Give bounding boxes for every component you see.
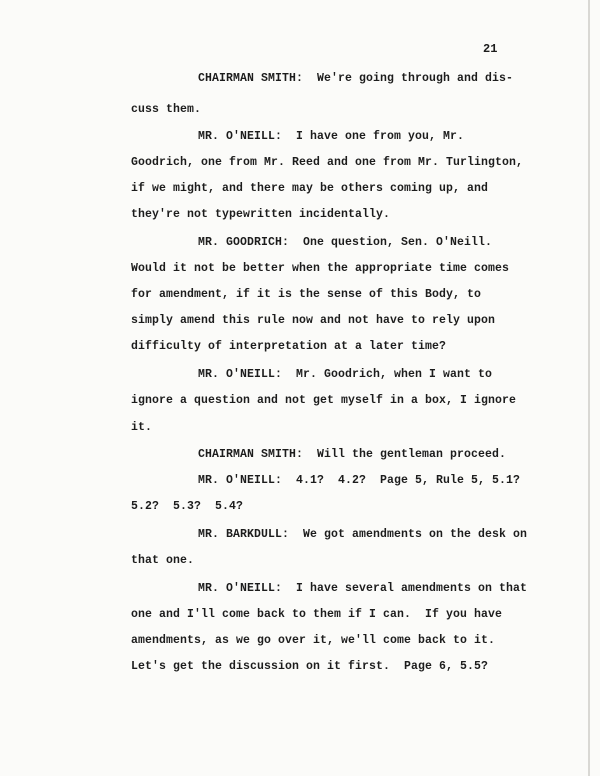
transcript-line: CHAIRMAN SMITH: We're going through and dis-	[198, 72, 514, 85]
transcript-line: that one.	[131, 554, 195, 567]
transcript-line: cuss them.	[131, 103, 202, 116]
transcript-line: difficulty of interpretation at a later time?	[131, 340, 447, 353]
transcript-line: amendments, as we go over it, we'll come back to it.	[131, 634, 496, 647]
transcript-line: MR. BARKDULL: We got amendments on the desk on	[198, 528, 528, 541]
transcript-line: one and I'll come back to them if I can. If you have	[131, 608, 503, 621]
transcript-line: it.	[131, 421, 153, 434]
transcript-line: Goodrich, one from Mr. Reed and one from Mr. Turlington,	[131, 156, 524, 169]
page-edge	[588, 0, 590, 776]
transcript-line: for amendment, if it is the sense of this Body, to	[131, 288, 482, 301]
transcript-line: MR. O'NEILL: I have several amendments on that	[198, 582, 528, 595]
transcript-line: ignore a question and not get myself in a box, I ignore	[131, 394, 517, 407]
transcript-line: MR. GOODRICH: One question, Sen. O'Neill.	[198, 236, 493, 249]
transcript-line: MR. O'NEILL: I have one from you, Mr.	[198, 130, 465, 143]
transcript-line: if we might, and there may be others coming up, and	[131, 182, 489, 195]
transcript-line: MR. O'NEILL: 4.1? 4.2? Page 5, Rule 5, 5.1?	[198, 474, 521, 487]
transcript-line: simply amend this rule now and not have to rely upon	[131, 314, 496, 327]
transcript-line: Would it not be better when the appropriate time comes	[131, 262, 510, 275]
page-number: 21	[483, 42, 498, 56]
transcript-line: MR. O'NEILL: Mr. Goodrich, when I want to	[198, 368, 493, 381]
transcript-line: they're not typewritten incidentally.	[131, 208, 391, 221]
transcript-line: CHAIRMAN SMITH: Will the gentleman proceed.	[198, 448, 507, 461]
transcript-line: Let's get the discussion on it first. Page 6, 5.5?	[131, 660, 489, 673]
transcript-line: 5.2? 5.3? 5.4?	[131, 500, 244, 513]
